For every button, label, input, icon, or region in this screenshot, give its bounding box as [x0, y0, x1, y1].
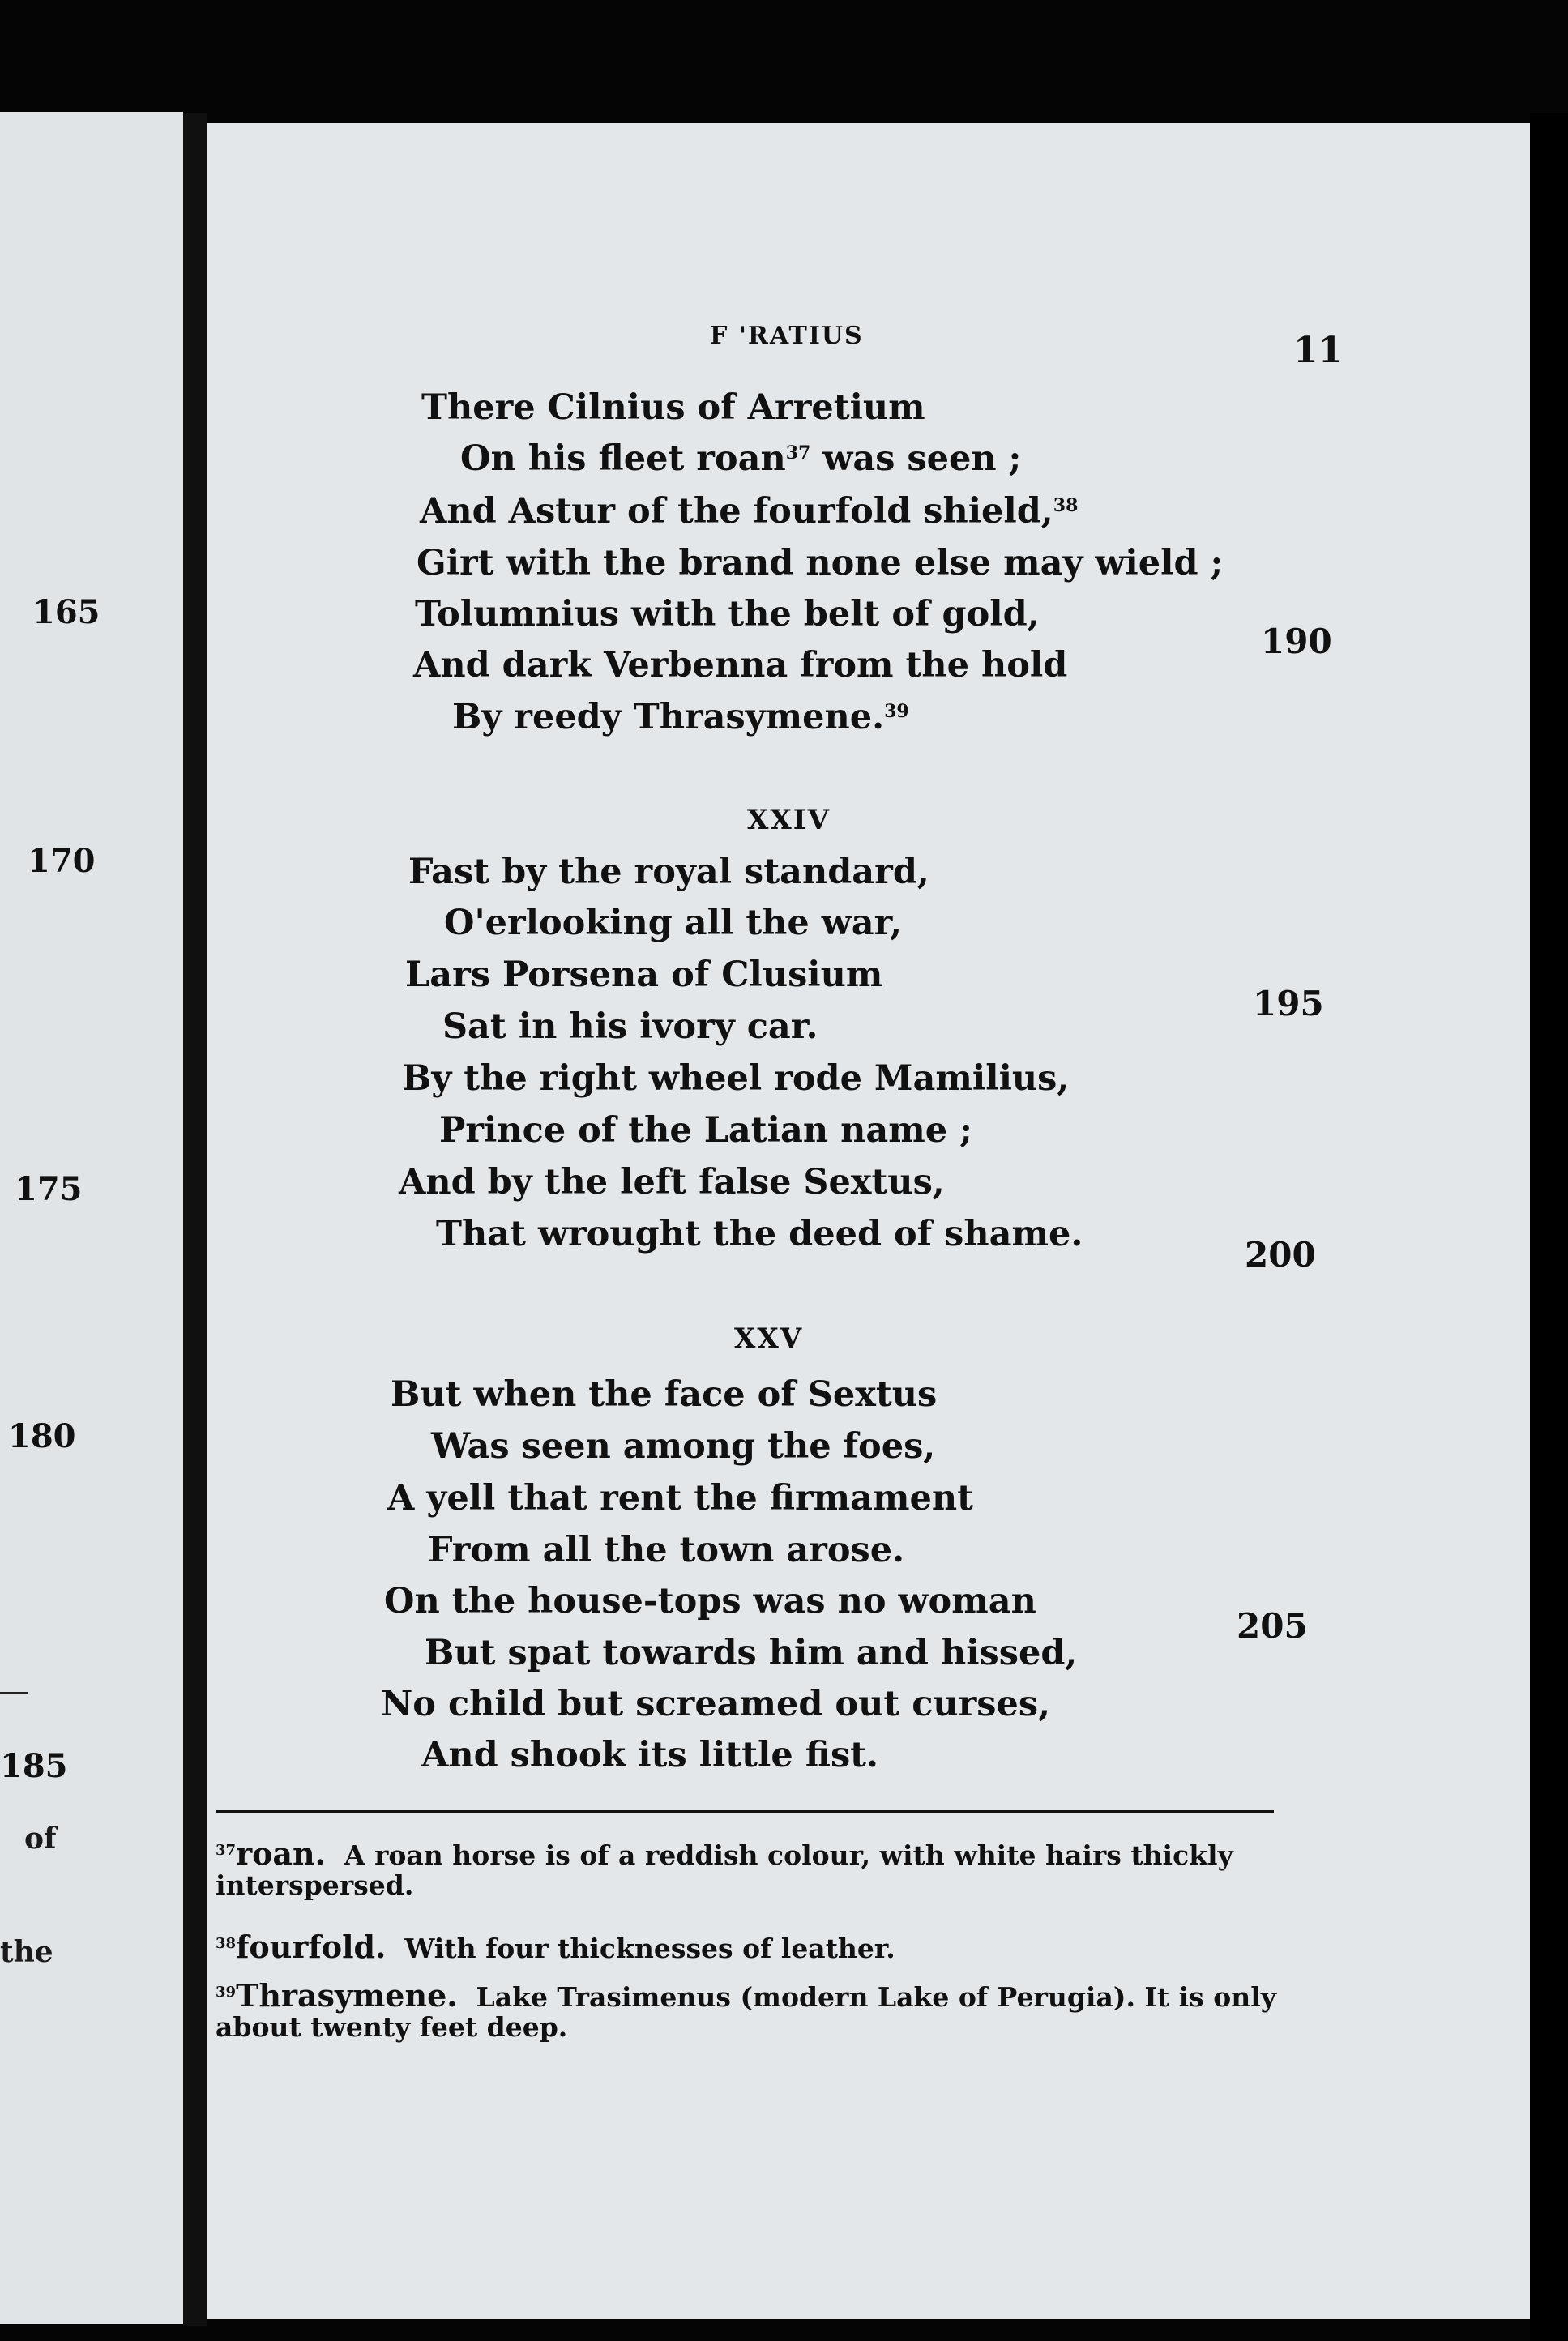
verse-line: On his fleet roan$^{37}$ was seen ; — [460, 438, 1022, 479]
verse-line: And by the left false Sextus, — [399, 1162, 945, 1203]
footnote — [216, 1979, 1301, 2042]
stanza-numeral: XXIV — [747, 804, 831, 836]
left-line-number: 175 — [15, 1170, 83, 1208]
footnote-ref: 38 — [1053, 495, 1079, 516]
verse-line: But spat towards him and hissed, — [425, 1633, 1078, 1673]
footnote-rule — [216, 1810, 1274, 1813]
verse-line: No child but screamed out curses, — [381, 1684, 1051, 1724]
page-number: 11 — [1293, 330, 1344, 371]
verse-line: From all the town arose. — [428, 1530, 905, 1570]
footnote-head: roan. — [236, 1835, 326, 1872]
verse-line: Sat in his ivory car. — [442, 1006, 818, 1047]
verse-line: Fast by the royal standard, — [408, 852, 929, 892]
left-page-edge — [0, 112, 183, 2324]
stanza-numeral: XXV — [734, 1322, 804, 1355]
footnote-mark: 38 — [216, 1935, 237, 1952]
verse-line: That wrought the deed of shame. — [436, 1214, 1083, 1254]
verse-line: By the right wheel rode Mamilius, — [402, 1058, 1070, 1099]
footnote-mark: 39 — [216, 1984, 237, 2001]
verse-line: Girt with the brand none else may wield ; — [417, 543, 1224, 583]
footnote-ref: 37 — [785, 442, 811, 464]
footnote — [216, 1930, 1301, 1964]
book-gutter — [183, 113, 207, 2326]
left-line-number: 165 — [32, 593, 100, 631]
line-number: 190 — [1261, 622, 1332, 661]
verse-line: But when the face of Sextus — [391, 1374, 938, 1415]
footnote-text: A roan horse is of a reddish colour, with white hairs thickly interspersed. — [216, 1839, 1233, 1901]
verse-line: On the house-tops was no woman — [384, 1581, 1036, 1621]
verse-line: Tolumnius with the belt of gold, — [415, 594, 1040, 634]
verse-line: By reedy Thrasymene.$^{39}$ — [452, 697, 909, 737]
running-title: F 'RATIUS — [710, 322, 864, 350]
verse-line: Was seen among the foes, — [431, 1426, 936, 1467]
footnote-mark: 37 — [216, 1842, 237, 1859]
footnote-head: fourfold. — [236, 1929, 387, 1965]
verse-line: There Cilnius of Arretium — [421, 387, 925, 428]
footnote — [216, 1837, 1301, 1900]
line-number: 205 — [1237, 1606, 1308, 1646]
line-number: 195 — [1253, 984, 1324, 1023]
left-text-fragment: the — [0, 1935, 53, 1969]
verse-line: And Astur of the fourfold shield,$^{38}$ — [420, 491, 1079, 532]
scan-border — [1530, 113, 1568, 2341]
left-line-number: 180 — [8, 1417, 76, 1455]
footnote-text: Lake Trasimenus (modern Lake of Perugia). It is only about twenty feet deep. — [216, 1981, 1276, 2043]
verse-line: Prince of the Latian name ; — [439, 1110, 972, 1151]
verse-line: Lars Porsena of Clusium — [405, 955, 883, 995]
left-line-number: 185 — [0, 1747, 68, 1785]
line-number: 200 — [1245, 1235, 1316, 1275]
right-page — [207, 123, 1530, 2319]
left-line-number: 170 — [28, 842, 96, 880]
verse-line: A yell that rent the firmament — [387, 1478, 973, 1519]
verse-line: And dark Verbenna from the hold — [413, 645, 1068, 686]
verse-line: O'erlooking all the war, — [444, 903, 903, 943]
left-footnote-rule — [0, 1692, 28, 1694]
footnote-head: Thrasymene. — [236, 1977, 458, 2014]
footnote-text: With four thicknesses of leather. — [404, 1933, 895, 1964]
verse-line: And shook its little fist. — [421, 1735, 878, 1775]
left-text-fragment: of — [24, 1822, 57, 1856]
footnote-ref: 39 — [884, 701, 909, 722]
